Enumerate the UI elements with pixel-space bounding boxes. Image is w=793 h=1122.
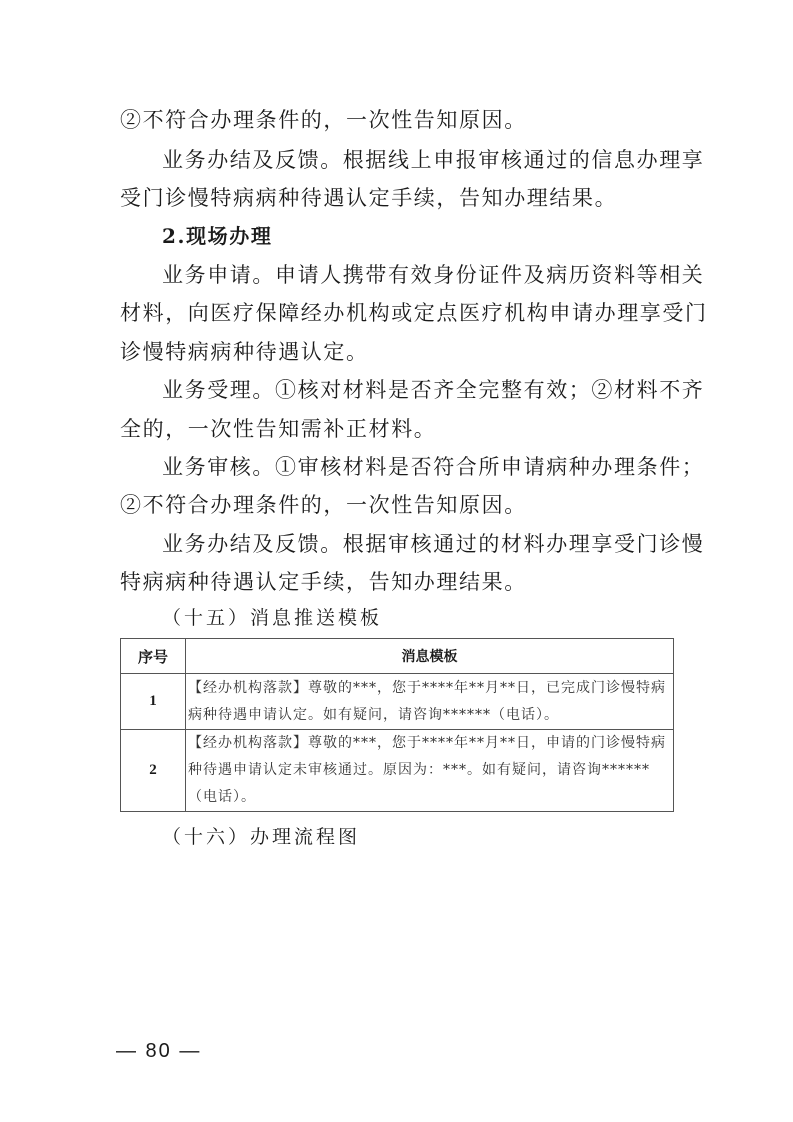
row-message: 【经办机构落款】尊敬的***，您于****年**月**日，已完成门诊慢特病病种待遇申请认定。如有疑问，请咨询******（电话）。 [186, 674, 674, 730]
paragraph-line: 业务办结及反馈。根据审核通过的材料办理享受门诊慢 [162, 532, 705, 556]
section-heading-onsite: 2.现场办理 [162, 224, 273, 248]
table-header-row [121, 639, 674, 674]
paragraph-line: 业务办结及反馈。根据线上申报审核通过的信息办理享 [162, 148, 705, 172]
row-seq: 1 [121, 674, 186, 730]
paragraph-line: 业务审核。①审核材料是否符合所申请病种办理条件； [162, 455, 705, 479]
paragraph-line: 全的，一次性告知需补正材料。 [120, 417, 437, 441]
row-message: 【经办机构落款】尊敬的***，您于****年**月**日，申请的门诊慢特病种待遇申请认定未审核通过。原因为：***。如有疑问，请咨询******（电话）。 [186, 730, 674, 812]
table-row [121, 674, 674, 730]
header-seq: 序号 [121, 639, 186, 674]
paragraph-line: 诊慢特病病种待遇认定。 [120, 340, 369, 364]
paragraph-line: 特病病种待遇认定手续，告知办理结果。 [120, 570, 527, 594]
paragraph-line: 业务申请。申请人携带有效身份证件及病历资料等相关 [162, 263, 705, 287]
row-seq: 2 [121, 730, 186, 812]
message-template-table [120, 638, 674, 812]
paragraph-line: 受门诊慢特病病种待遇认定手续，告知办理结果。 [120, 186, 618, 210]
paragraph-line: ②不符合办理条件的，一次性告知原因。 [120, 108, 527, 132]
section-title-flowchart: （十六）办理流程图 [162, 826, 361, 848]
paragraph-line: 业务受理。①核对材料是否齐全完整有效；②材料不齐 [162, 378, 705, 402]
table-row [121, 730, 674, 812]
paragraph-line: ②不符合办理条件的，一次性告知原因。 [120, 493, 527, 517]
paragraph-line: 材料，向医疗保障经办机构或定点医疗机构申请办理享受门 [120, 301, 708, 325]
section-title-message-templates: （十五）消息推送模板 [162, 607, 383, 629]
page-number: — 80 — [116, 1040, 202, 1062]
header-message: 消息模板 [186, 639, 674, 674]
